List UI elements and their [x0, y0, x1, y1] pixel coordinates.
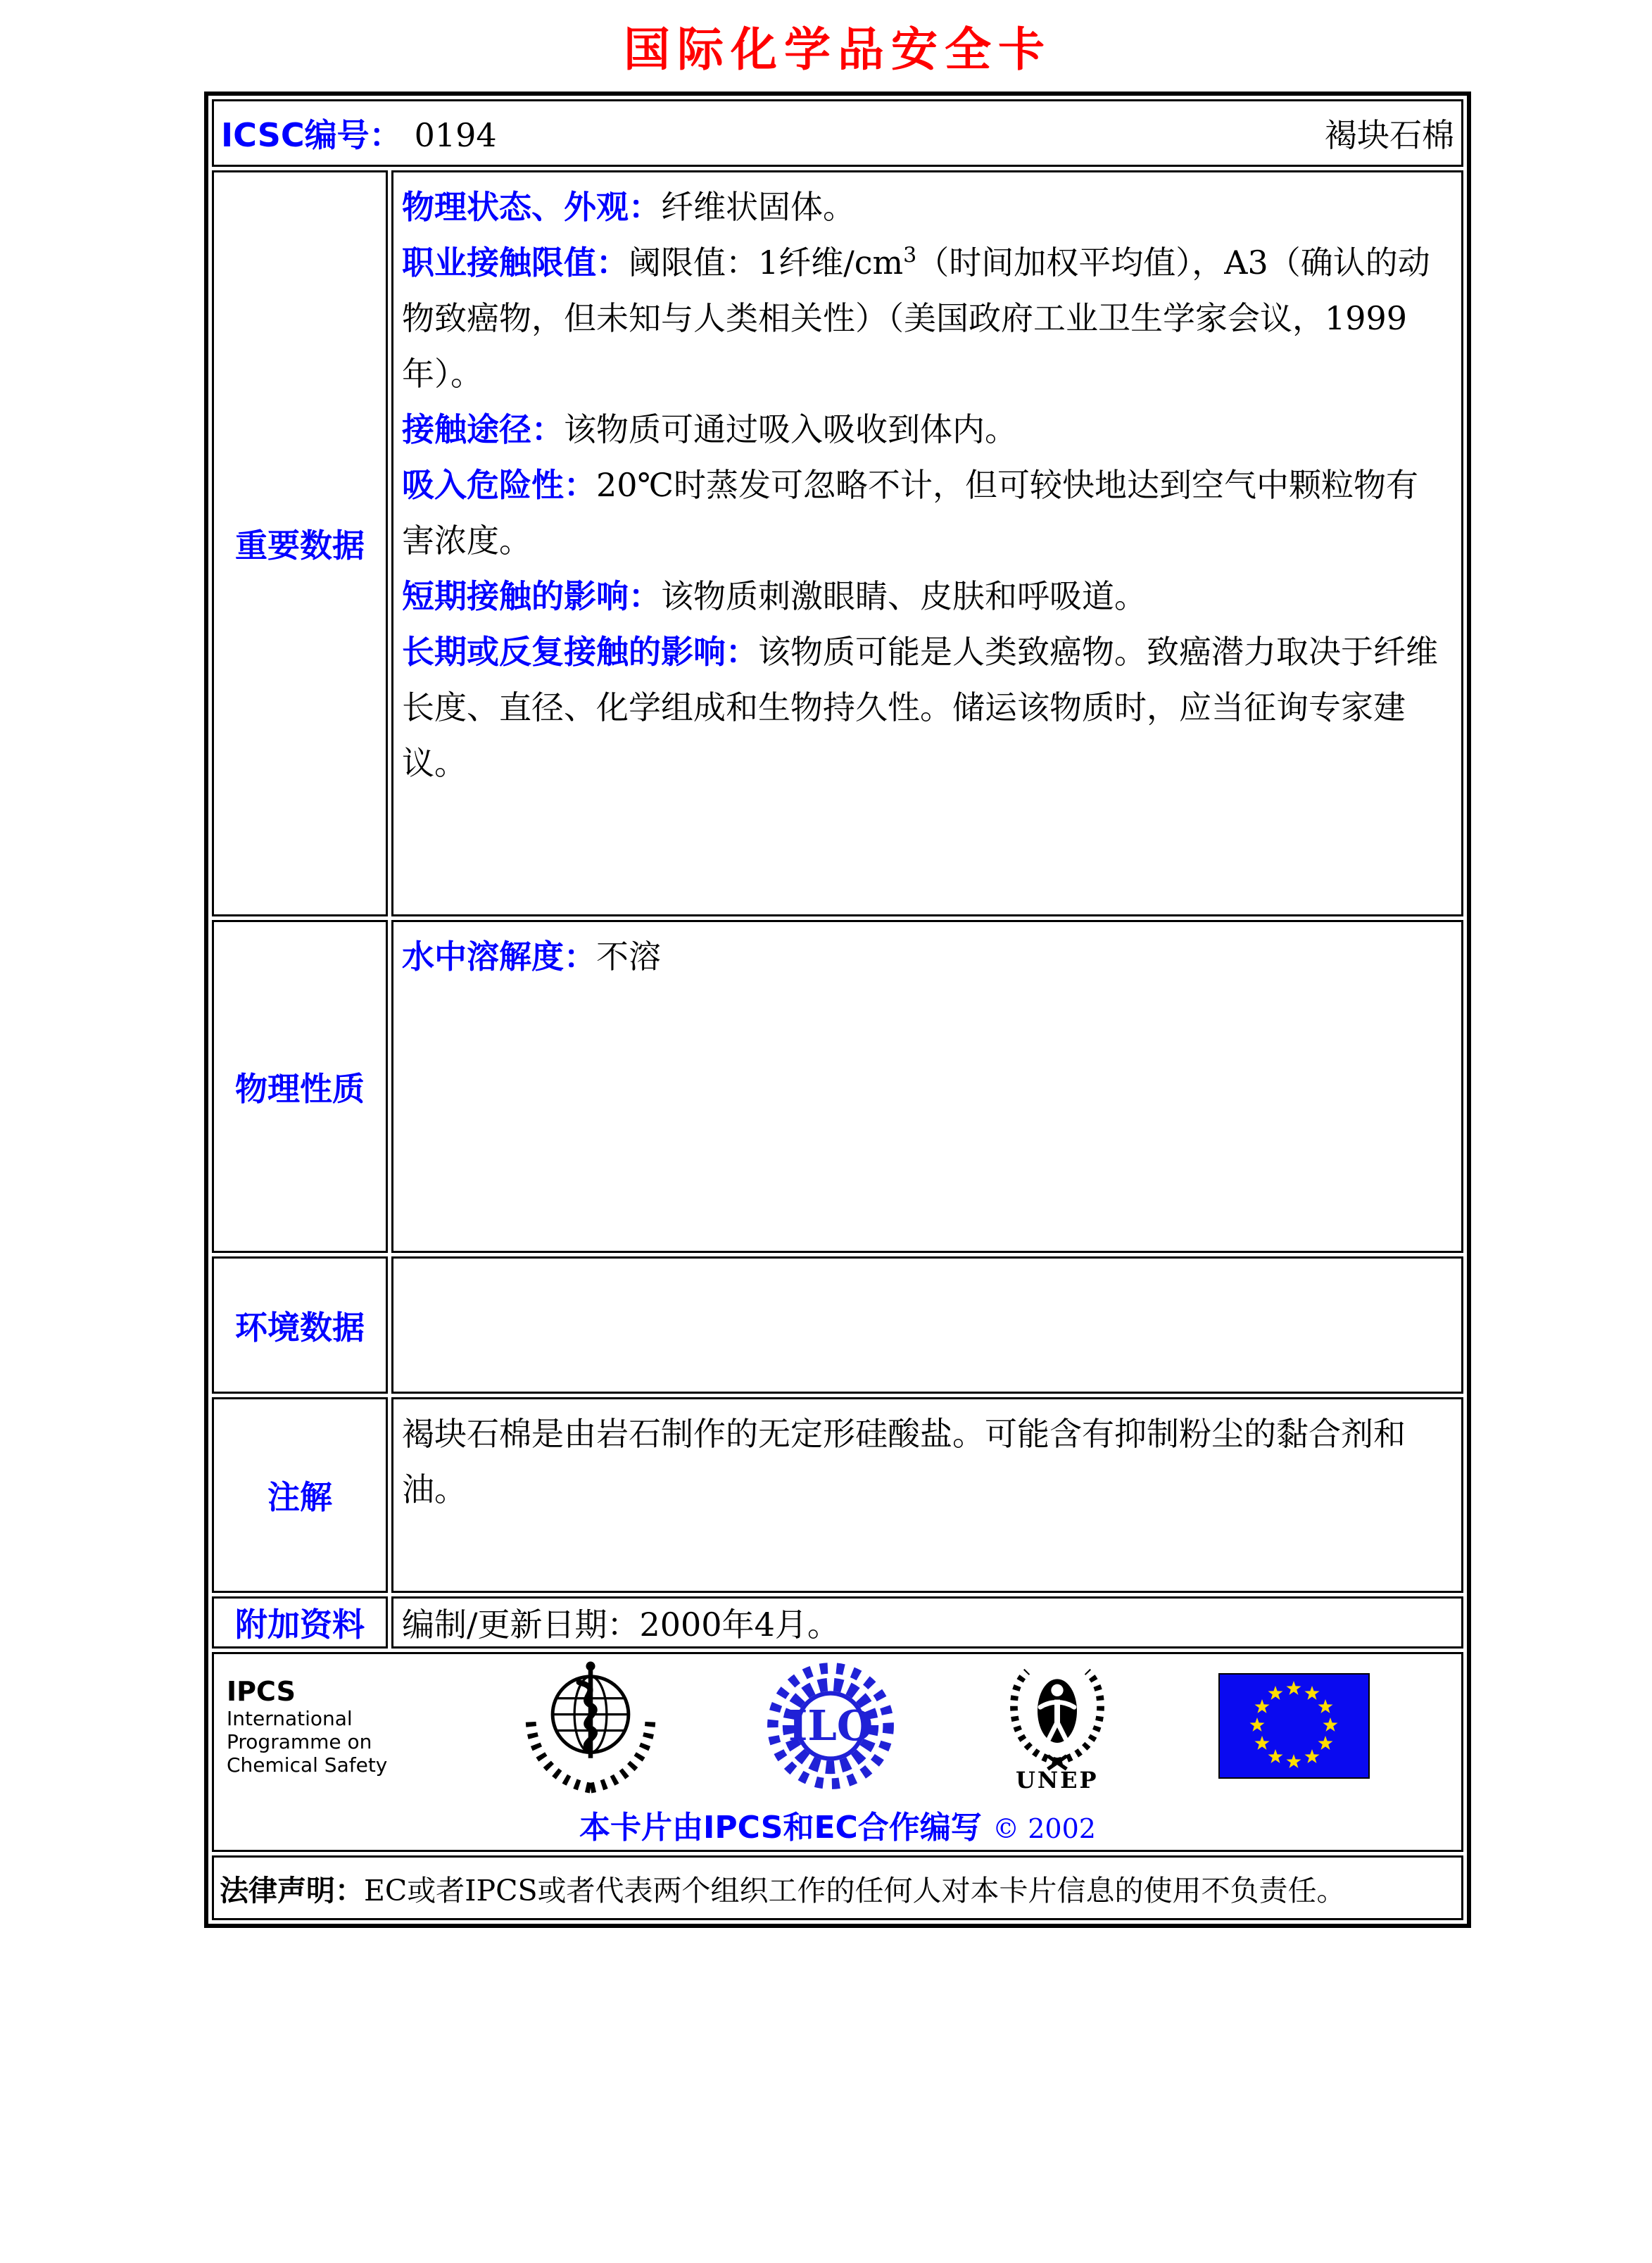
eu-flag-icon: [1218, 1673, 1370, 1779]
unep-logo-text: UNEP: [1015, 1767, 1099, 1794]
field-value: 纤维状固体。: [661, 188, 855, 226]
field-value: 该物质可能是人类致癌物。致癌潜力取决于纤维长度、直径、化学组成和生物持久性。储运该物质时，应当征询专家建议。: [402, 633, 1438, 782]
legal-cell: [212, 1855, 1463, 1920]
field-label: 长期或反复接触的影响：: [402, 633, 758, 671]
additional-information-row: [212, 1596, 1463, 1649]
field-label: 职业接触限值：: [402, 244, 629, 282]
ipcs-line2: Programme on: [227, 1729, 372, 1753]
unep-logo-block: [1001, 1658, 1114, 1794]
field-value: 该物质刺激眼睛、皮肤和呼吸道。: [661, 577, 1147, 615]
section-label-notes: 注解: [212, 1397, 388, 1593]
ilo-logo-icon: [765, 1660, 896, 1791]
field-short-term-effects: [402, 569, 1450, 624]
footer-row: [212, 1652, 1463, 1852]
additional-information-content: 编制/更新日期：2000年4月。: [391, 1596, 1463, 1649]
section-label-important-data: 重要数据: [212, 170, 388, 916]
icsc-number-label: ICSC编号：: [221, 116, 402, 154]
footer-cell: [212, 1652, 1463, 1852]
ilo-logo-text: ILO: [788, 1701, 873, 1751]
icsc-number-value: 0194: [414, 116, 497, 154]
organization-logos: [221, 1657, 1454, 1795]
field-value: 阈限值：1纤维/cm: [629, 244, 904, 282]
field-label: 物理状态、外观：: [402, 188, 661, 226]
field-label: 短期接触的影响：: [402, 577, 661, 615]
field-label: 水中溶解度：: [402, 938, 596, 976]
page-title: 国际化学品安全卡: [624, 22, 1052, 77]
credit-text: 本卡片由IPCS和EC合作编写: [579, 1810, 982, 1846]
legal-text: EC或者IPCS或者代表两个组织工作的任何人对本卡片信息的使用不负责任。: [364, 1873, 1346, 1908]
who-logo-icon: [522, 1657, 660, 1795]
physical-properties-content: [391, 920, 1463, 1253]
unep-logo-icon: [1001, 1658, 1114, 1771]
notes-row: [212, 1397, 1463, 1593]
field-value: 该物质可通过吸入吸收到体内。: [564, 410, 1017, 448]
superscript: 3: [903, 243, 917, 268]
field-inhalation-risk: [402, 458, 1450, 569]
physical-properties-row: [212, 920, 1463, 1253]
copyright-text: © 2002: [992, 1813, 1096, 1844]
field-value: 不溶: [596, 938, 661, 976]
legal-row: [212, 1855, 1463, 1920]
field-label: 接触途径：: [402, 410, 564, 448]
field-physical-state: [402, 179, 1450, 235]
field-long-term-effects: [402, 624, 1450, 791]
ipcs-line3: Chemical Safety: [227, 1753, 388, 1777]
chemical-name: 褐块石棉: [1325, 116, 1454, 154]
field-occupational-exposure-limits: [402, 235, 1450, 402]
icsc-number: [221, 110, 497, 156]
icsc-table: [204, 92, 1471, 1928]
header-cell: [212, 99, 1463, 167]
section-label-physical-properties: 物理性质: [212, 920, 388, 1253]
credit-line: [221, 1802, 1454, 1847]
legal-label: 法律声明：: [220, 1873, 364, 1908]
important-data-content: [391, 170, 1463, 916]
section-label-environmental-data: 环境数据: [212, 1256, 388, 1394]
field-value: （时间加权平均值），A3（确认的动物致癌物，但未知与人类相关性）（美国政府工业卫生学家会议，1999年）。: [402, 244, 1430, 393]
field-label: 吸入危险性：: [402, 466, 596, 504]
environmental-data-row: [212, 1256, 1463, 1394]
field-routes-of-exposure: [402, 402, 1450, 458]
field-water-solubility: [402, 929, 1450, 985]
field-value: 20℃时蒸发可忽略不计，但可较快地达到空气中颗粒物有害浓度。: [402, 466, 1418, 560]
ipcs-acronym: IPCS: [227, 1675, 296, 1707]
header-row: [212, 99, 1463, 167]
ipcs-text-block: [227, 1676, 417, 1777]
ipcs-line1: International: [227, 1706, 353, 1730]
notes-content: 褐块石棉是由岩石制作的无定形硅酸盐。可能含有抑制粉尘的黏合剂和油。: [391, 1397, 1463, 1593]
icsc-card: [204, 17, 1471, 1928]
important-data-row: [212, 170, 1463, 916]
environmental-data-content: [391, 1256, 1463, 1394]
section-label-additional-information: 附加资料: [212, 1596, 388, 1649]
